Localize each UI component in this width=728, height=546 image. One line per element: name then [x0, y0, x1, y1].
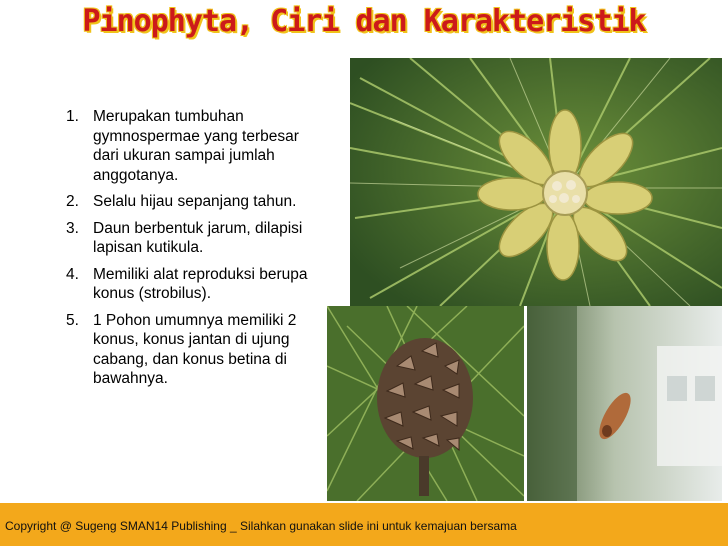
male-cone-photo: [350, 58, 722, 306]
slide-title: Pinophyta, Ciri dan Karakteristik: [82, 4, 646, 39]
footer-text: Copyright @ Sugeng SMAN14 Publishing _ Silahkan gunakan slide ini untuk kemajuan bersama: [5, 519, 517, 533]
list-item: 2. Selalu hijau sepanjang tahun.: [66, 193, 297, 210]
copyright-footer: [0, 503, 728, 546]
list-item: 5. 1 Pohon umumnya memiliki 2 konus, konus jantan di ujung cabang, dan konus betina di bawahnya.: [66, 311, 297, 387]
list-item: 4. Memiliki alat reproduksi berupa konus (strobilus).: [66, 265, 308, 302]
pine-seed-photo: [527, 306, 722, 501]
list-item: 3. Daun berbentuk jarum, dilapisi lapisan kutikula.: [66, 219, 303, 256]
list-item: 1. Merupakan tumbuhan gymnospermae yang terbesar dari ukuran sampai jumlah anggotanya.: [66, 108, 299, 184]
characteristics-list: [66, 107, 316, 396]
female-cone-photo: [327, 306, 524, 501]
